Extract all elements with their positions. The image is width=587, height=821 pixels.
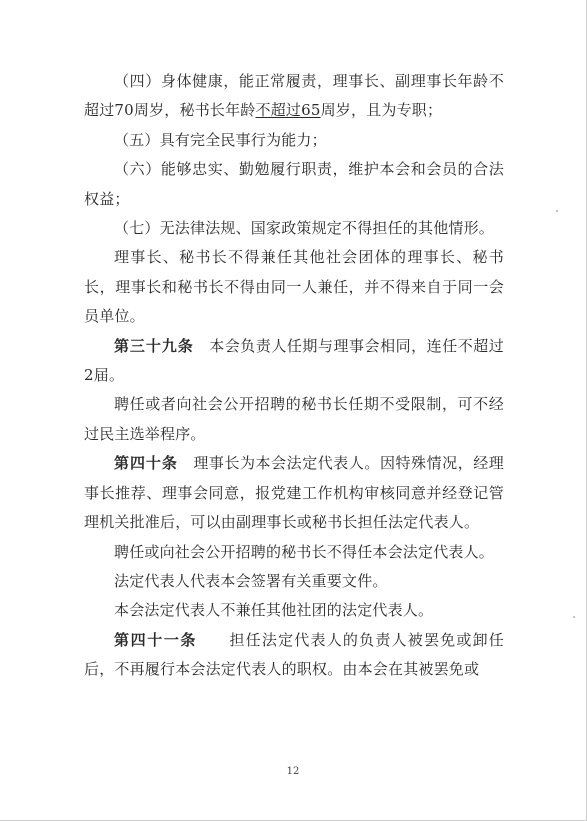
article-40 [84, 449, 504, 537]
clause-4 [84, 67, 504, 126]
clause-5: （五）具有完全民事行为能力； [114, 130, 327, 149]
scan-speck [556, 210, 558, 212]
secretary-term-paragraph: 聘任或者向社会公开招聘的秘书长任期不受限制，可不经过民主选举程序。 [84, 395, 504, 443]
clause-4-tail: 周岁，且为专职； [320, 101, 443, 120]
signing-paragraph: 法定代表人代表本会签署有关重要文件。 [114, 571, 388, 590]
article-39-label: 第三十九条 [114, 336, 194, 355]
concurrent-paragraph: 本会法定代表人不兼任其他社团的法定代表人。 [114, 601, 434, 620]
scan-speck [573, 616, 575, 618]
clause-4-text: （四）身体健康，能正常履责，理事长、副理事长年龄不超过70周岁，秘书长年龄 [84, 72, 504, 120]
clause-7: （七）无法律法规、国家政策规定不得担任的其他情形。 [114, 219, 495, 238]
article-39 [84, 332, 504, 391]
article-40-label: 第四十条 [114, 454, 178, 473]
article-41-label: 第四十一条 [114, 630, 198, 649]
article-41 [84, 626, 504, 685]
document-body [84, 67, 504, 685]
article-40-text: 理事长为本会法定代表人。因特殊情况，经理事长推荐、理事会同意，报党建工作机构审核同意并经登记管理机关批准后，可以由副理事长或秘书长担任法定代表人。 [84, 454, 504, 532]
handwritten-amendment: 不超过65 [255, 101, 321, 120]
secretary-representative-paragraph: 聘任或向社会公开招聘的秘书长不得任本会法定代表人。 [114, 542, 495, 561]
article-39-text: 本会负责人任期与理事会相同，连任不超过2届。 [84, 336, 504, 385]
clause-6: （六）能够忠实、勤勉履行职责，维护本会和会员的合法权益； [84, 160, 504, 208]
restriction-paragraph: 理事长、秘书长不得兼任其他社会团体的理事长、秘书长，理事长和秘书长不得由同一人兼任，并不得来自于同一会员单位。 [84, 248, 504, 326]
article-41-text: 担任法定代表人的负责人被罢免或卸任后，不再履行本会法定代表人的职权。由本会在其被罢免或 [84, 630, 504, 679]
page-number: 12 [286, 766, 300, 777]
